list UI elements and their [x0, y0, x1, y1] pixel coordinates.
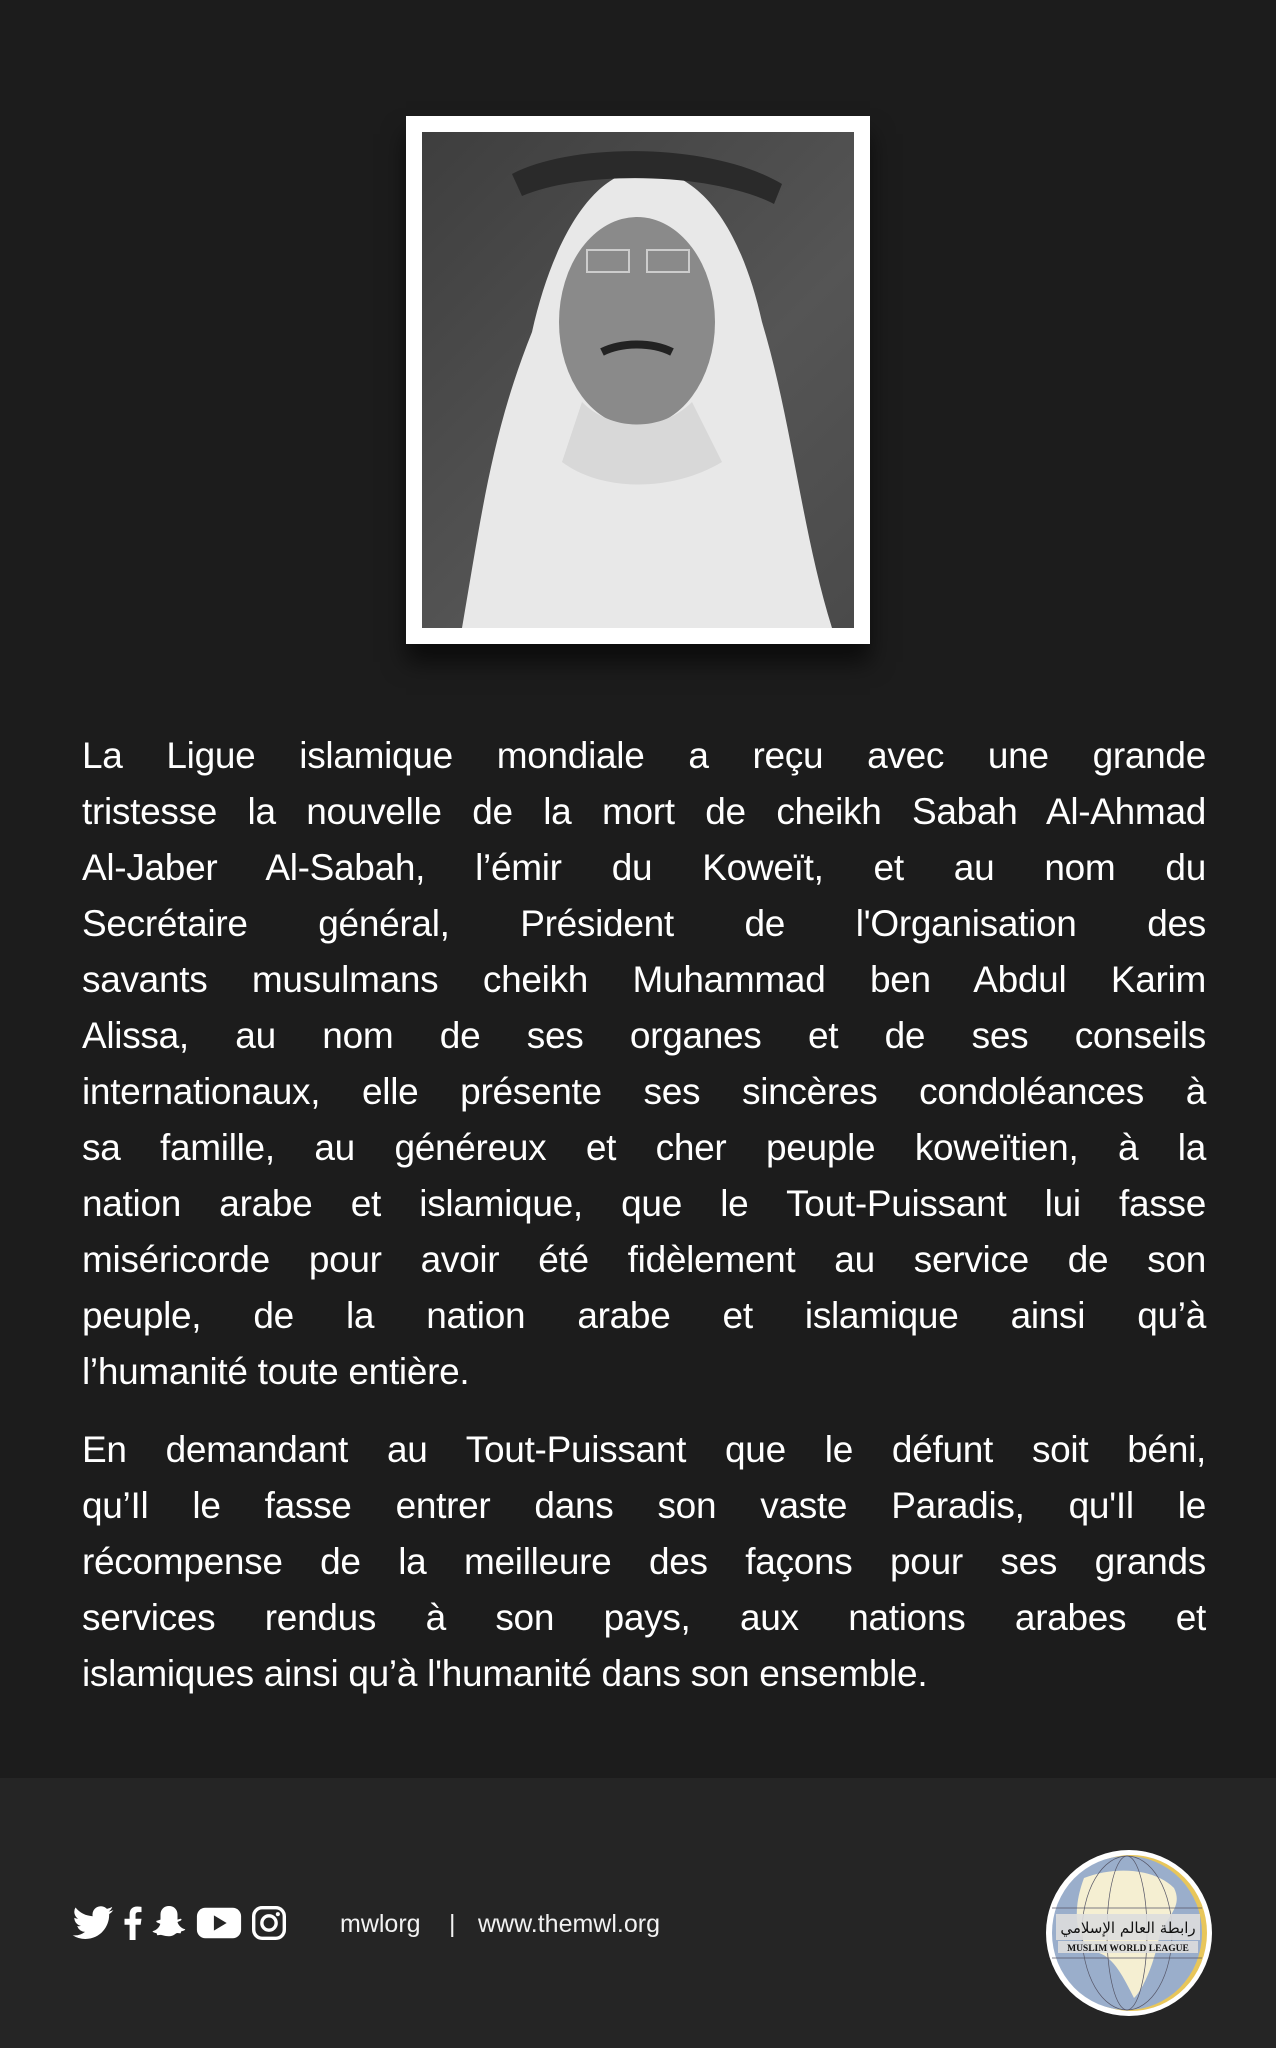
text-line: récompense de la meilleure des façons pour ses grands	[82, 1541, 1206, 1582]
text-line: l’humanité toute entière.	[82, 1351, 470, 1392]
instagram-icon[interactable]	[252, 1906, 286, 1940]
muslim-world-league-logo	[1044, 1848, 1214, 2018]
text-line: miséricorde pour avoir été fidèlement au service de son	[82, 1239, 1206, 1280]
text-line: Alissa, au nom de ses organes et de ses conseils	[82, 1015, 1206, 1056]
text-line: tristesse la nouvelle de la mort de cheikh Sabah Al-Ahmad	[82, 791, 1206, 832]
social-handle[interactable]: mwlorg	[340, 1910, 421, 1938]
text-line: peuple, de la nation arabe et islamique ainsi qu’à	[82, 1295, 1206, 1336]
footer-separator: |	[449, 1910, 456, 1938]
text-line: internationaux, elle présente ses sincères condoléances à	[82, 1071, 1206, 1112]
text-line: Al-Jaber Al-Sabah, l’émir du Koweït, et au nom du	[82, 847, 1206, 888]
snapchat-icon[interactable]	[152, 1906, 186, 1940]
portrait-photo	[422, 132, 854, 628]
logo-arabic-text: رابطة العالم الإسلامي	[1060, 1919, 1196, 1937]
text-line: La Ligue islamique mondiale a reçu avec une grande	[82, 735, 1206, 776]
text-line: qu’Il le fasse entrer dans son vaste Paradis, qu'Il le	[82, 1485, 1206, 1526]
social-links	[72, 1906, 286, 1940]
portrait-frame	[406, 116, 870, 644]
paragraph-1	[82, 728, 1206, 1400]
text-line: sa famille, au généreux et cher peuple koweïtien, à la	[82, 1127, 1206, 1168]
text-line: En demandant au Tout-Puissant que le défunt soit béni,	[82, 1429, 1206, 1470]
text-line: nation arabe et islamique, que le Tout-Puissant lui fasse	[82, 1183, 1206, 1224]
text-line: islamiques ainsi qu’à l'humanité dans son ensemble.	[82, 1653, 928, 1694]
text-line: savants musulmans cheikh Muhammad ben Abdul Karim	[82, 959, 1206, 1000]
website-link[interactable]: www.themwl.org	[478, 1910, 660, 1938]
facebook-icon[interactable]	[124, 1906, 142, 1940]
logo-text: MUSLIM WORLD LEAGUE	[1067, 1944, 1189, 1954]
youtube-icon[interactable]	[196, 1906, 242, 1940]
footer	[0, 1778, 1276, 2048]
condolence-message	[82, 728, 1206, 1724]
twitter-icon[interactable]	[72, 1906, 114, 1940]
text-line: services rendus à son pays, aux nations arabes et	[82, 1597, 1206, 1638]
paragraph-2	[82, 1422, 1206, 1702]
text-line: Secrétaire général, Président de l'Organisation des	[82, 903, 1206, 944]
